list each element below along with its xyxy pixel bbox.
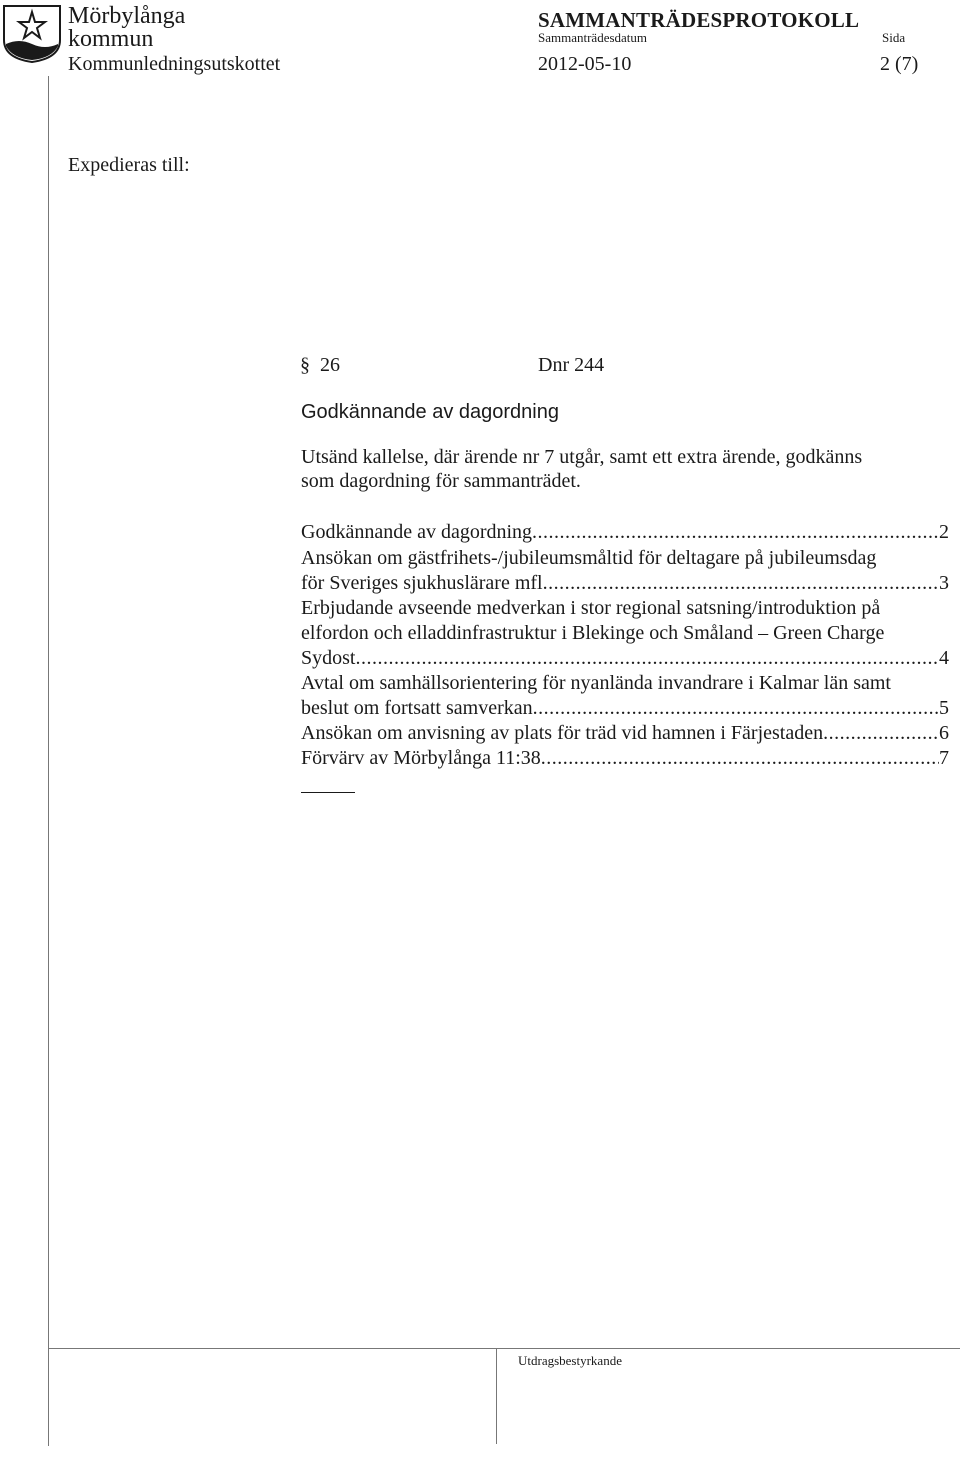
- section-header: [300, 354, 605, 377]
- section-number: 26: [320, 354, 340, 376]
- footer-label: Utdragsbestyrkande: [518, 1353, 622, 1368]
- footer-rule: [48, 1348, 960, 1349]
- toc-entry: Sydost ..... 4: [301, 646, 949, 670]
- committee-name: Kommunledningsutskottet: [68, 53, 281, 75]
- toc-entry: beslut om fortsatt samverkan ..... 5: [301, 696, 949, 720]
- toc-entry: Ansökan om anvisning av plats för träd vid hamnen i Färjestaden ..... 6: [301, 721, 949, 745]
- diary-number: Dnr 244: [538, 354, 605, 376]
- end-rule: [301, 792, 355, 793]
- expedieras-label: Expedieras till:: [68, 154, 190, 176]
- left-margin-rule: [48, 76, 49, 1446]
- body-line: Utsänd kallelse, där ärende nr 7 utgår, samt ett extra ärende, godkänns: [301, 446, 863, 468]
- document-type: SAMMANTRÄDESPROTOKOLL: [538, 8, 860, 32]
- date-label: Sammanträdesdatum: [538, 30, 648, 45]
- body-line: som dagordning för sammanträdet.: [301, 470, 581, 492]
- brand-line-1: Mörbylånga: [68, 3, 186, 29]
- page-label: Sida: [882, 30, 906, 45]
- page-number: 2 (7): [880, 53, 919, 75]
- toc-line: elfordon och elladdinfrastruktur i Blekinge och Småland – Green Charge: [301, 622, 885, 644]
- toc-line: Avtal om samhällsorientering för nyanlända invandrare i Kalmar län samt: [301, 672, 891, 694]
- section-symbol: §: [300, 354, 310, 376]
- municipality-logo-icon: [2, 2, 62, 64]
- toc-entry: Godkännande av dagordning ..... 2: [301, 520, 949, 544]
- brand-line-2: kommun: [68, 26, 154, 52]
- section-title: Godkännande av dagordning: [301, 401, 559, 423]
- toc-entry: för Sveriges sjukhuslärare mfl ..... 3: [301, 571, 949, 595]
- meeting-date: 2012-05-10: [538, 53, 632, 75]
- toc-line: Erbjudande avseende medverkan i stor regional satsning/introduktion på: [301, 597, 881, 619]
- toc-line: Ansökan om gästfrihets-/jubileumsmåltid för deltagare på jubileumsdag: [301, 547, 877, 569]
- footer-divider: [496, 1348, 497, 1444]
- toc-entry: Förvärv av Mörbylånga 11:38 ..... 7: [301, 746, 949, 770]
